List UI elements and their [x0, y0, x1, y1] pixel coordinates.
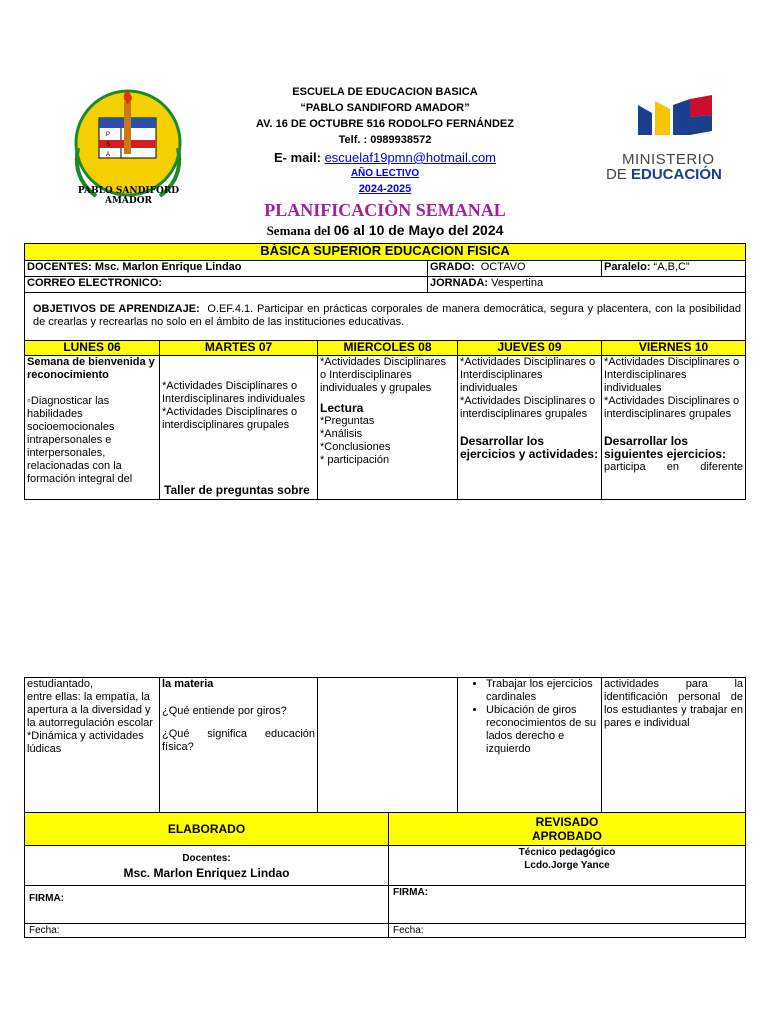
objetivo-label: OBJETIVOS DE APRENDIZAJE: — [33, 303, 200, 315]
miercoles-text: *Actividades Disciplinares o Interdisciplinares individuales y grupales — [320, 356, 446, 394]
signature-table — [24, 812, 746, 938]
ministry-educacion: EDUCACIÓN — [631, 166, 722, 183]
school-phone: Telf. : 0989938572 — [338, 134, 432, 146]
ministry-line2 — [606, 166, 722, 183]
email-label: E- mail: — [273, 150, 325, 165]
grado-label: GRADO: — [430, 261, 475, 273]
week-range: 06 al 10 de Mayo del 2024 — [333, 222, 504, 238]
martes-q1: ¿Qué entiende por giros? — [162, 705, 287, 717]
school-logo-caption: PABLO SANDIFORD AMADOR — [77, 186, 180, 206]
martes-bold: Taller de preguntas sobre — [164, 483, 310, 497]
jueves-list — [460, 678, 599, 756]
firma-elaborado: FIRMA: — [25, 886, 389, 924]
school-year-label: AÑO LECTIVO — [350, 168, 420, 179]
email-link[interactable]: escuelaf19pmn@hotmail.com — [324, 150, 497, 165]
elaborado-header: ELABORADO — [25, 813, 389, 846]
grado-cell — [428, 261, 602, 277]
day-miercoles: MIERCOLES 08 — [318, 341, 458, 356]
jornada-value: Vespertina — [491, 277, 544, 289]
objetivo-text: O.EF.4.1. Participar en prácticas corporales de manera democrática, segura y placentera, con la posibilidad de crearlas y recrearlas no solo en el ámbito de las instituciones educativas. — [33, 303, 742, 328]
firma-revisado: FIRMA: — [389, 886, 746, 924]
viernes-bold: Desarrollar los siguientes ejercicios: — [604, 434, 727, 461]
lunes-cell — [25, 356, 160, 500]
lunes-cont-cell — [25, 678, 160, 813]
aprobado-label: APROBADO — [531, 829, 602, 843]
day-viernes: VIERNES 10 — [602, 341, 746, 356]
table-heading: BÀSICA SUPERIOR EDUCACION FISICA — [25, 244, 746, 261]
docentes-sign-label: Docentes: — [182, 853, 231, 864]
jueves-text: *Actividades Disciplinares o Interdisciplinares individuales *Actividades Disciplinares o interdisciplinares grupales — [460, 356, 596, 420]
jueves-bold: Desarrollar los ejercicios y actividades: — [460, 434, 599, 461]
school-name: ESCUELA DE EDUCACION BASICA — [292, 86, 478, 98]
revisado-label: REVISADO — [535, 815, 599, 829]
svg-text:A: A — [106, 152, 111, 158]
list-item: • Ubicación de giros reconocimientos de su lados derecho e izquierdo — [486, 704, 599, 756]
tecnico-cell — [389, 846, 746, 886]
correo-cell: CORREO ELECTRONICO: — [25, 277, 428, 293]
jueves-cell — [458, 356, 602, 500]
viernes-cont-cell: actividades para la identificación personal de los estudiantes y trabajar en pares e individual — [602, 678, 746, 813]
jornada-cell — [428, 277, 746, 293]
docentes-sign-cell — [25, 846, 389, 886]
miercoles-lectura: Lectura — [320, 401, 364, 415]
miercoles-cont-cell — [318, 678, 458, 813]
school-year: 2024-2025 — [358, 183, 412, 195]
martes-text: *Actividades Disciplinares o Interdisciplinares individuales *Actividades Disciplinares o interdisciplinares grupales — [162, 380, 306, 431]
day-martes: MARTES 07 — [160, 341, 318, 356]
martes-cont-bold: la materia — [162, 678, 214, 690]
fecha-revisado: Fecha: — [389, 924, 746, 938]
lunes-title: Semana de bienvenida y reconocimiento — [27, 356, 155, 381]
viernes-tail: participa en diferente — [604, 461, 744, 473]
martes-q2: ¿Qué significa educación física? — [162, 728, 315, 753]
planning-table-continued — [24, 677, 746, 813]
jornada-label: JORNADA: — [430, 277, 489, 289]
docente-name: Msc. Marlon Enriquez Lindao — [123, 866, 290, 880]
ministry-de: DE — [606, 166, 632, 183]
fecha-elaborado: Fecha: — [25, 924, 389, 938]
day-jueves: JUEVES 09 — [458, 341, 602, 356]
jueves-cont-cell — [458, 678, 602, 813]
grado-value: OCTAVO — [480, 261, 526, 273]
paralelo-label: Paralelo: — [604, 261, 651, 273]
day-lunes: LUNES 06 — [25, 341, 160, 356]
planning-table — [24, 243, 746, 500]
ministry-emblem-icon — [630, 95, 720, 145]
school-subtitle: “PABLO SANDIFORD AMADOR” — [300, 102, 470, 114]
miercoles-cell — [318, 356, 458, 500]
list-item: • Trabajar los ejercicios cardinales — [486, 678, 599, 704]
viernes-cell — [602, 356, 746, 500]
svg-text:P: P — [106, 132, 111, 138]
svg-text:S: S — [106, 142, 111, 148]
lunes-text: ◦Diagnosticar las habilidades socioemocionales intrapersonales e interpersonales, relacionadas con la formación integral del — [27, 395, 133, 485]
revisado-header — [389, 813, 746, 846]
martes-cell — [160, 356, 318, 500]
week-prefix: Semana del — [266, 223, 334, 238]
martes-cont-cell — [160, 678, 318, 813]
tecnico-label: Técnico pedagógico — [518, 847, 616, 858]
paralelo-cell — [602, 261, 746, 277]
docentes-cell: DOCENTES: Msc. Marlon Enrique Lindao — [25, 261, 428, 277]
viernes-text: *Actividades Disciplinares o Interdisciplinares individuales *Actividades Disciplinares o interdisciplinares grupales — [604, 356, 740, 420]
miercoles-list: *Preguntas *Análisis *Conclusiones * participación — [320, 415, 391, 466]
tecnico-name: Lcdo.Jorge Yance — [524, 860, 610, 871]
school-address: AV. 16 DE OCTUBRE 516 RODOLFO FERNÁNDEZ — [256, 118, 514, 130]
school-email-line — [170, 150, 600, 165]
paralelo-value: “A,B,C” — [653, 261, 690, 273]
page-title: PLANIFICACIÒN SEMANAL — [264, 200, 506, 220]
ministry-logo — [600, 95, 725, 190]
objetivos-cell — [25, 293, 746, 341]
lunes-cont-text: estudiantado, entre ellas: la empatía, la apertura a la diversidad y la autorregulación escolar *Dinámica y actividades lúdicas — [27, 678, 153, 755]
ministry-line1: MINISTERIO — [622, 151, 715, 168]
week-line — [170, 222, 600, 240]
